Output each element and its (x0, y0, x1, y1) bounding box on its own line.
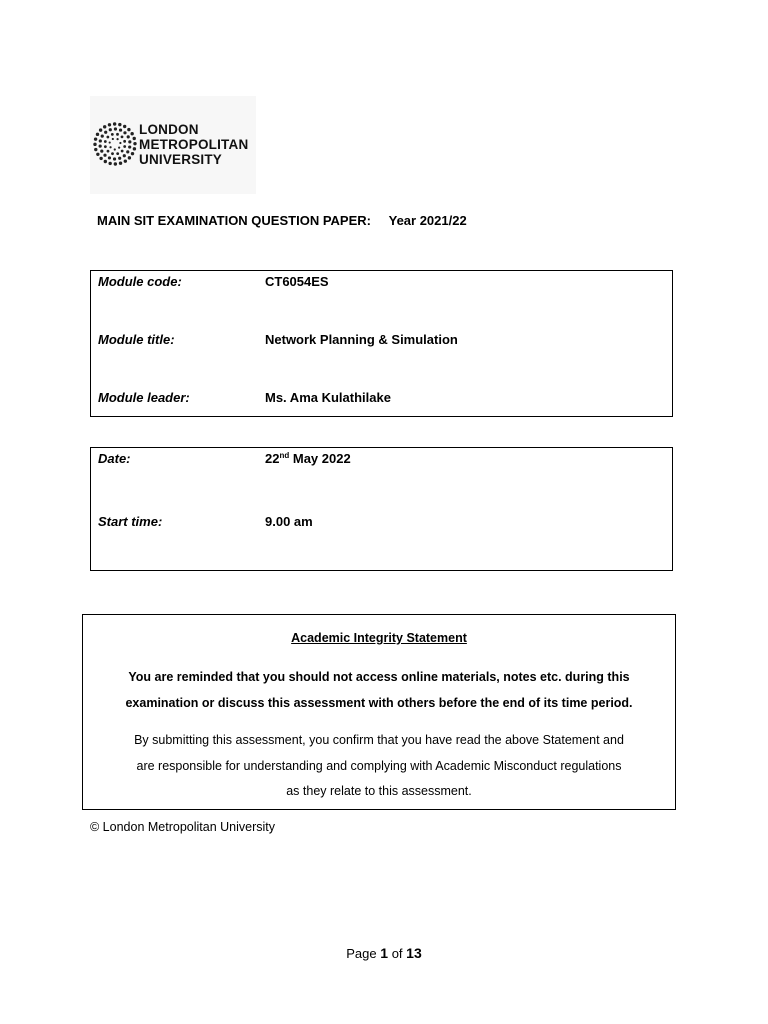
date-rest: May 2022 (289, 451, 351, 466)
date-value (265, 451, 351, 466)
module-leader-value: Ms. Ama Kulathilake (265, 390, 391, 405)
start-time-value: 9.00 am (265, 514, 313, 529)
module-title-value: Network Planning & Simulation (265, 332, 458, 347)
page-footer (0, 945, 768, 961)
logo-line-3: UNIVERSITY (139, 152, 223, 167)
module-title-label: Module title: (98, 332, 175, 347)
exam-title: MAIN SIT EXAMINATION QUESTION PAPER: (97, 213, 371, 228)
date-day: 22 (265, 451, 280, 466)
integrity-title: Academic Integrity Statement (291, 631, 467, 645)
integrity-warning-line-1: You are reminded that you should not access online materials, notes etc. during this (128, 670, 630, 684)
date-suffix: nd (279, 451, 290, 460)
module-info-box (90, 270, 673, 417)
module-leader-row (98, 390, 391, 405)
dotted-circle-logo-icon (93, 122, 137, 166)
date-row (98, 451, 351, 466)
of-word: of (391, 946, 403, 961)
schedule-box (90, 447, 673, 571)
exam-year: Year 2021/22 (388, 213, 467, 228)
exam-header (97, 213, 467, 228)
integrity-confirm-line-1: By submitting this assessment, you confirm that you have read the above Statement and (134, 733, 624, 747)
module-code-label: Module code: (98, 274, 182, 289)
module-code-row (98, 274, 329, 289)
logo-wordmark (139, 122, 248, 167)
logo-line-1: LONDON (139, 122, 199, 137)
logo-line-2: METROPOLITAN (139, 137, 249, 152)
university-logo (90, 96, 256, 194)
integrity-warning-line-2: examination or discuss this assessment with others before the end of its time period. (125, 696, 633, 710)
copyright-notice: © London Metropolitan University (90, 820, 275, 834)
module-leader-label: Module leader: (98, 390, 190, 405)
page-number: 1 (380, 945, 389, 961)
academic-integrity-box (82, 614, 676, 810)
page-word: Page (346, 946, 377, 961)
start-time-row (98, 514, 313, 529)
integrity-confirm-line-3: as they relate to this assessment. (286, 784, 472, 798)
module-code-value: CT6054ES (265, 274, 329, 289)
date-label: Date: (98, 451, 131, 466)
start-time-label: Start time: (98, 514, 163, 529)
module-title-row (98, 332, 458, 347)
integrity-confirm-line-2: are responsible for understanding and complying with Academic Misconduct regulations (136, 759, 622, 773)
page-total: 13 (406, 945, 422, 961)
